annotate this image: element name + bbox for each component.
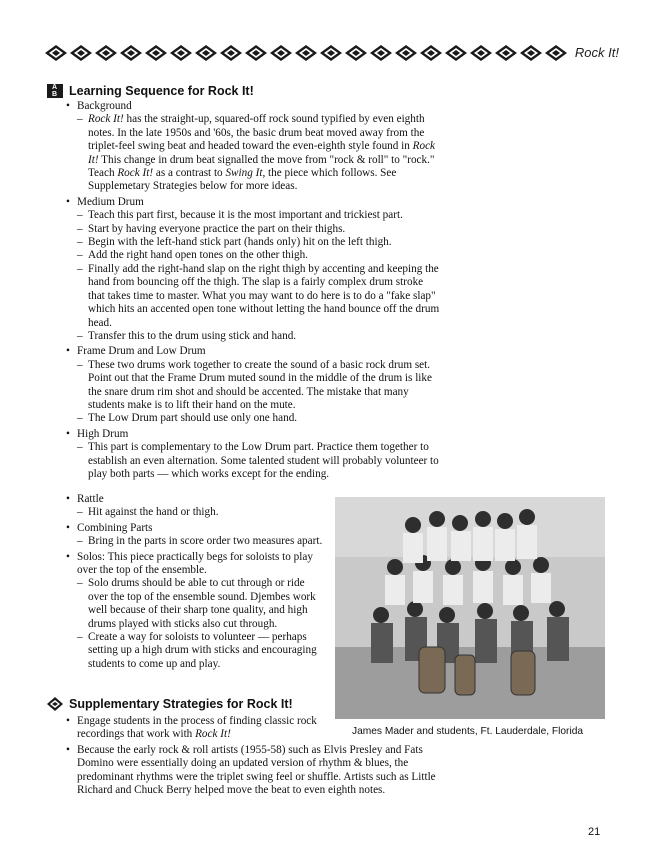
medium-drum-item: – Finally add the right-hand slap on the right thigh by accenting and keeping the hand from bouncing off the thigh. The slap is a fairly complex drum stroke that takes time to master. What you may want to do here is to do a "fake slap" which hits an accented open tone without letting the hand bounce off the drum head. (66, 263, 441, 330)
diamond-ornament-icon (44, 44, 68, 62)
diamond-ornament-icon (544, 44, 568, 62)
diamond-ornament-icon (144, 44, 168, 62)
diamond-ornament-icon (344, 44, 368, 62)
diamond-ornament-icon (394, 44, 418, 62)
bullet-high-drum: • High Drum (66, 428, 441, 441)
bullet-rattle: • Rattle (66, 493, 324, 506)
bullet-combining-parts: • Combining Parts (66, 522, 324, 535)
bullet-solos: • Solos: This piece practically begs for soloists to play over the top of the ensemble. (66, 551, 324, 578)
ornament-band (44, 44, 568, 62)
section-title: Learning Sequence for Rock It! (69, 84, 254, 98)
diamond-ornament-icon (94, 44, 118, 62)
diamond-ornament-icon (169, 44, 193, 62)
diamond-ornament-icon (244, 44, 268, 62)
diamond-ornament-icon (519, 44, 543, 62)
group-photo-illustration (335, 497, 605, 719)
diamond-ornament-icon (494, 44, 518, 62)
diamond-ornament-icon (369, 44, 393, 62)
diamond-ornament-icon (419, 44, 443, 62)
header-title: Rock It! (574, 45, 619, 60)
supplementary-body-2 (66, 744, 441, 798)
diamond-ornament-icon (444, 44, 468, 62)
supplementary-bullet: • Because the early rock & roll artists (1955-58) such as Elvis Presley and Fats Domino were essentially doing an updated version of rhythm & blues, the predominant rhythms were the triplet swing feel or shuffle. Artists such as Little Richard and Chuck Berry helped move the beat to even eighth notes. (66, 744, 441, 798)
solos-item: – Create a way for soloists to volunteer — perhaps setting up a high drum with sticks and encouraging students to come up and play. (66, 631, 324, 671)
diamond-ornament-icon (319, 44, 343, 62)
bullet-frame-low-drum: • Frame Drum and Low Drum (66, 345, 441, 358)
high-drum-item: – This part is complementary to the Low Drum part. Practice them together to establish an even alternation. Some talented student will probably volunteer to play both parts — which works except for the ending. (66, 441, 441, 481)
solos-item: – Solo drums should be able to cut through or ride over the top of the ensemble sound. Djembes work well because of their sharp tone quality, and high drums played with sticks also cut through. (66, 577, 324, 631)
page-number: 21 (588, 826, 601, 838)
drum-grid-icon: ABCD (47, 84, 63, 98)
learning-sequence-body-narrow (66, 493, 324, 671)
background-line-1a: Rock It! (88, 113, 124, 126)
medium-drum-item: – Begin with the left-hand stick part (hands only) hit on the left thigh. (66, 236, 441, 249)
rattle-item: – Hit against the hand or thigh. (66, 506, 324, 519)
photo-caption: James Mader and students, Ft. Lauderdale, Florida (352, 726, 584, 737)
diamond-ornament-icon (269, 44, 293, 62)
learning-sequence-body (66, 100, 441, 481)
combining-item: – Bring in the parts in score order two measures apart. (66, 535, 324, 548)
medium-drum-item: – Transfer this to the drum using stick and hand. (66, 330, 441, 343)
frame-low-item: – The Low Drum part should use only one hand. (66, 412, 441, 425)
diamond-ornament-icon (294, 44, 318, 62)
bullet-medium-drum: • Medium Drum (66, 196, 441, 209)
diamond-ornament-icon (69, 44, 93, 62)
medium-drum-item: – Teach this part first, because it is the most important and trickiest part. (66, 209, 441, 222)
frame-low-item: – These two drums work together to create the sound of a basic rock drum set. Point out that the Frame Drum muted sound in the middle of the drum is like the snare drum rim shot and should be accented. The mistake that many students make is to lift their hand on the mute. (66, 359, 441, 413)
diamond-ornament-icon (47, 697, 63, 711)
supplementary-bullet: • Engage students in the process of finding classic rock recordings that work with Rock It! (66, 715, 324, 742)
diamond-ornament-icon (194, 44, 218, 62)
diamond-ornament-icon (119, 44, 143, 62)
section-title: Supplementary Strategies for Rock It! (69, 697, 293, 711)
medium-drum-item: – Start by having everyone practice the part on their thighs. (66, 223, 441, 236)
group-photo (335, 497, 605, 719)
diamond-ornament-icon (469, 44, 493, 62)
medium-drum-item: – Add the right hand open tones on the other thigh. (66, 249, 441, 262)
supplementary-body-1 (66, 715, 324, 742)
section-heading-supplementary (47, 697, 293, 711)
bullet-background: • Background (66, 100, 441, 113)
running-header (44, 44, 619, 62)
diamond-ornament-icon (219, 44, 243, 62)
background-paragraph: – Rock It! has the straight-up, squared-off rock sound typified by even eighth notes. In the late 1950s and '60s, the basic drum beat moved away from the triplet-feel swing beat and headed toward the even-eighth style found in Rock It! This change in drum beat signalled the move from "rock & roll" to "rock." Teach Rock It! as a contrast to Swing It, the piece which follows. See Supplemetary Strategies below for more ideas. (77, 113, 435, 193)
